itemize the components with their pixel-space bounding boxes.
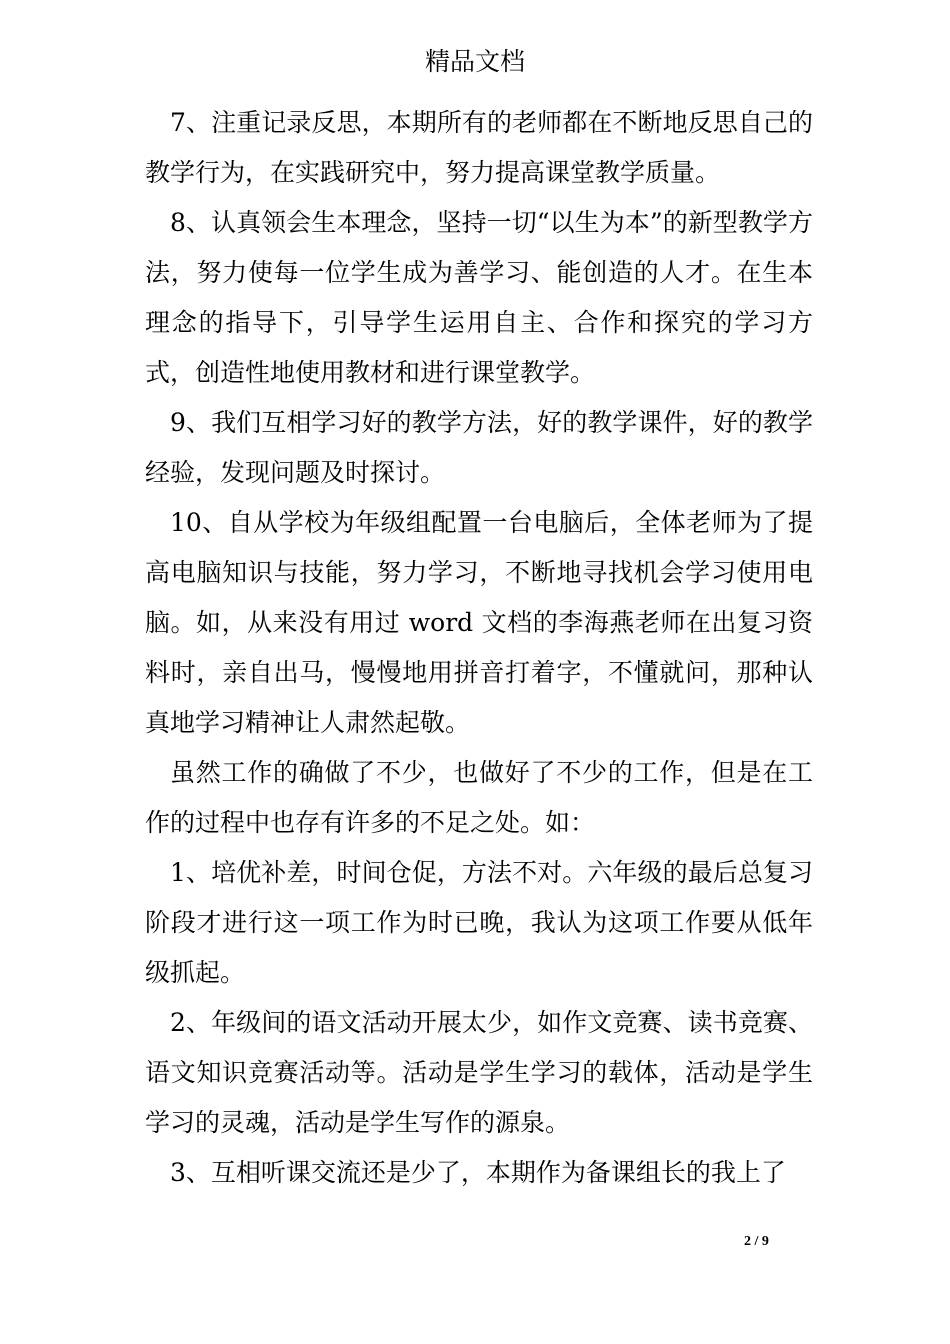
paragraph-8: 8、认真领会生本理念，坚持一切“以生为本”的新型教学方法，努力使每一位学生成为善学习、能创造的人才。在生本理念的指导下，引导学生运用自主、合作和探究的学习方式，创造性地使用教材和进行课堂教学。: [145, 208, 813, 387]
paragraph-shortcoming-2: 2、年级间的语文活动开展太少，如作文竞赛、读书竞赛、语文知识竞赛活动等。活动是学生学习的载体，活动是学生学习的灵魂，活动是学生写作的源泉。: [145, 1008, 813, 1137]
paragraph-summary: 虽然工作的确做了不少，也做好了不少的工作，但是在工作的过程中也存有许多的不足之处。如：: [145, 758, 813, 837]
page-header: 精品文档: [424, 47, 525, 76]
paragraph-10: 10、自从学校为年级组配置一台电脑后，全体老师为了提高电脑知识与技能，努力学习，不断地寻找机会学习使用电脑。如，从来没有用过 word 文档的李海燕老师在出复习资料时，亲自出马，慢慢地用拼音打着字，不懂就问，那种认真地学习精神让人肃然起敬。: [145, 508, 813, 737]
paragraph-shortcoming-3: 3、互相听课交流还是少了，本期作为备课组长的我上了: [170, 1158, 786, 1187]
page-number: 2 / 9: [744, 1234, 769, 1249]
document-body: [145, 98, 813, 1198]
paragraph-9: 9、我们互相学习好的教学方法，好的教学课件，好的教学经验，发现问题及时探讨。: [145, 408, 813, 487]
paragraph-shortcoming-1: 1、培优补差，时间仓促，方法不对。六年级的最后总复习阶段才进行这一项工作为时已晚，我认为这项工作要从低年级抓起。: [145, 858, 813, 987]
paragraph-7: 7、注重记录反思，本期所有的老师都在不断地反思自己的教学行为，在实践研究中，努力提高课堂教学质量。: [145, 108, 813, 187]
